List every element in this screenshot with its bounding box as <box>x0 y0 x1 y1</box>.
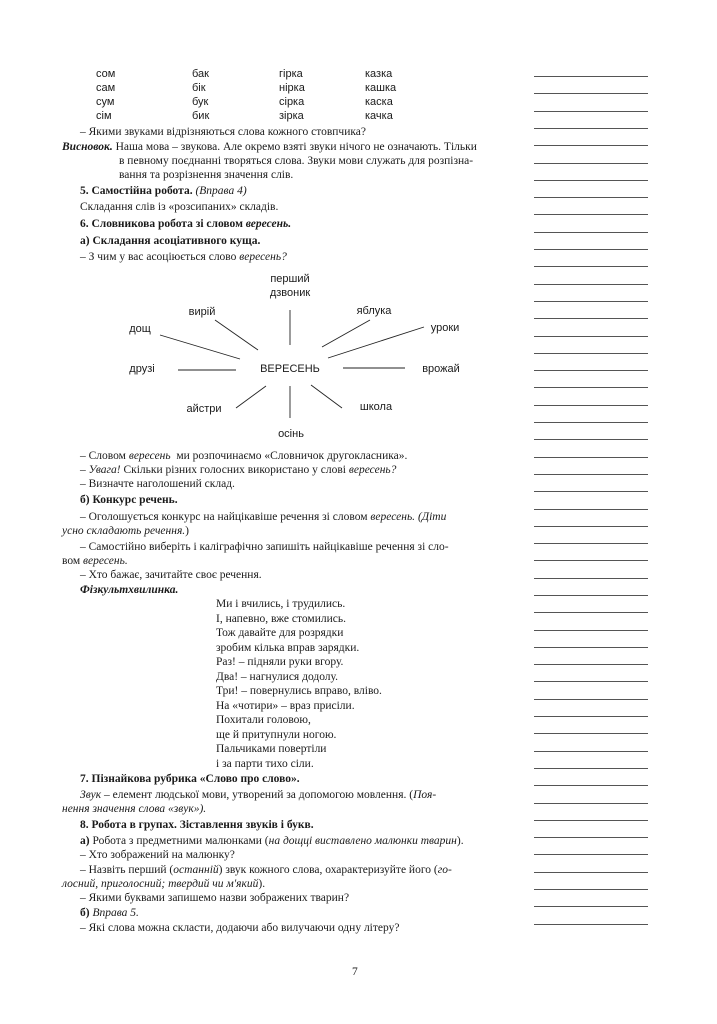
word-cell: гірка <box>279 68 303 80</box>
poem-line: Два! – нагнулися додолу. <box>216 670 339 683</box>
poem-line: Ми і вчились, і трудились. <box>216 598 346 610</box>
poem <box>216 597 382 771</box>
line-konkurs: – Оголошується конкурс на найцікавіше речення зі словом вересень. (Діти <box>80 511 447 523</box>
word-cell: казка <box>365 68 393 80</box>
line-vyberit: – Самостійно виберіть і каліграфічно запишіть найцікавіше речення зі сло- <box>80 541 449 553</box>
word-cell: качка <box>365 110 393 122</box>
cluster-word-pershyi-dzvonyk: перший дзвоник <box>269 273 311 299</box>
cluster-spoke <box>215 320 258 350</box>
word-cell: сом <box>96 68 116 80</box>
cluster-spoke <box>236 386 266 408</box>
poem-line: Тож давайте для розрядки <box>216 627 344 639</box>
line-nagolos: – Визначте наголошений склад. <box>80 478 235 490</box>
cluster-word-druzi: друзі <box>129 363 155 375</box>
cluster-word-yabluka: яблука <box>356 305 392 317</box>
section-8-q4: – Які слова можна скласти, додаючи або вилучаючи одну літеру? <box>80 922 400 934</box>
line-vyberit-cont: вом вересень. <box>62 555 128 567</box>
line-zachytaite: – Хто бажає, зачитайте своє речення. <box>80 569 262 581</box>
word-cell: бик <box>192 110 210 122</box>
section-8-title: 8. Робота в групах. Зіставлення звуків і букв. <box>80 819 314 831</box>
conclusion-line: в певному поєднанні творяться слова. Звуки мови служать для розпізна- <box>119 155 474 167</box>
poem-line: Три! – повернулись вправо, вліво. <box>216 685 382 697</box>
word-cell: сам <box>96 82 116 94</box>
section-5-text: Складання слів із «розсипаних» складів. <box>80 201 279 213</box>
word-cell: сум <box>96 96 115 108</box>
section-6a-title: а) Складання асоціативного куща. <box>80 235 261 247</box>
question-columns: – Якими звуками відрізняються слова кожного стовпчика? <box>80 126 366 138</box>
word-cell: сім <box>96 110 112 122</box>
poem-line: Похитали головою, <box>216 714 311 726</box>
word-cell: каска <box>365 96 393 108</box>
conclusion-label: Висновок. Наша мова – звукова. Але окремо взяті звуки нічого не означають. Тільки <box>62 141 477 153</box>
poem-line: Пальчиками повертіли <box>216 743 327 755</box>
poem-line: На «чотири» – враз присіли. <box>216 699 355 712</box>
cluster-word-vrozhai: врожай <box>422 363 460 375</box>
section-8b: б) Вправа 5. <box>80 907 139 919</box>
section-8-q1: – Хто зображений на малюнку? <box>80 849 235 861</box>
poem-line: І, напевно, вже стомились. <box>216 612 346 625</box>
cluster-word-osin: осінь <box>278 428 304 440</box>
cluster-spoke <box>322 320 370 347</box>
section-8-q2: – Назвіть перший (останній) звук кожного слова, охарактеризуйте його (го- <box>80 864 452 876</box>
cluster-spoke <box>160 335 240 359</box>
word-cell: сірка <box>279 96 305 108</box>
word-cell: нірка <box>279 82 305 94</box>
word-cell: бак <box>192 68 209 80</box>
cluster-word-doshch: дощ <box>129 323 151 335</box>
section-7-text: Звук – елемент людської мови, утворений за допомогою мовлення. (Поя- <box>80 789 437 801</box>
section-6a-question: – З чим у вас асоціюється слово вересень? <box>80 251 287 263</box>
poem-line: і за парти тихо сіли. <box>216 757 314 770</box>
word-cell: зірка <box>279 110 304 122</box>
cluster-word-uroky: уроки <box>430 322 460 334</box>
section-8-q2-cont: лосний, приголосний; твердий чи м'який). <box>62 878 266 890</box>
cluster-spoke <box>311 385 342 408</box>
line-konkurs-note: усно складають речення.) <box>62 525 190 537</box>
fizkultkhvylynka-title: Фізкультхвилинка. <box>80 584 179 596</box>
page-number: 7 <box>352 966 358 978</box>
section-8a: а) Робота з предметними малюнками (на дощці виставлено малюнки тварин). <box>80 835 464 847</box>
poem-line: ще й притупнули ногою. <box>216 728 337 741</box>
section-7-title: 7. Пізнайкова рубрика «Слово про слово». <box>80 773 300 785</box>
section-5-title: 5. Самостійна робота. (Вправа 4) <box>80 185 247 197</box>
word-cell: кашка <box>365 82 397 94</box>
section-8-q3: – Якими буквами запишемо назви зображених тварин? <box>80 892 350 904</box>
word-cell: бук <box>192 96 209 108</box>
cluster-word-aistry: айстри <box>186 403 222 415</box>
line-uvaga: – Увага! Скільки різних голосних використано у слові вересень? <box>80 464 397 476</box>
line-slovnychok: – Словом вересень ми розпочинаємо «Словничок другокласника». <box>80 450 408 462</box>
poem-line: зробим кілька вправ зарядки. <box>216 641 360 654</box>
cluster-word-shkola: школа <box>359 401 393 413</box>
cluster-word-vyrii: вирій <box>188 306 216 318</box>
cluster-center-word: ВЕРЕСЕНЬ <box>260 363 320 375</box>
section-6b-title: б) Конкурс речень. <box>80 494 178 506</box>
cluster-spoke <box>328 327 424 358</box>
conclusion-line: вання та розрізнення значення слів. <box>119 169 294 181</box>
section-6-title: 6. Словникова робота зі словом вересень. <box>80 218 292 230</box>
section-7-note: нення значення слова «звук»). <box>62 803 207 815</box>
word-cell: бік <box>192 82 206 94</box>
conclusion-line: Наша мова – звукова. Але окремо взяті звуки нічого не означають. Тільки <box>115 141 477 153</box>
poem-line: Раз! – підняли руки вгору. <box>216 656 344 668</box>
